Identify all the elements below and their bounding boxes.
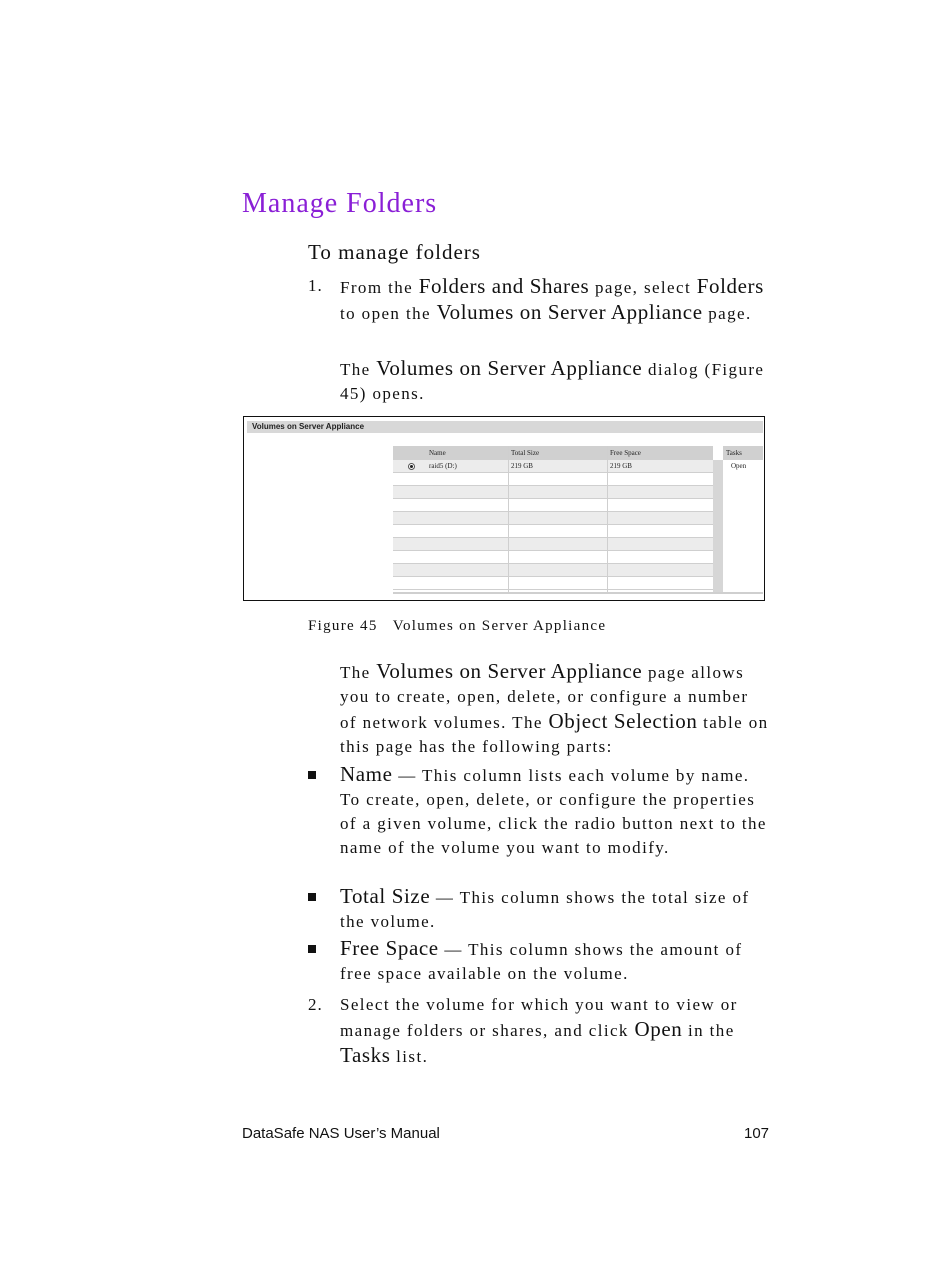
- step-number: 2.: [308, 995, 323, 1014]
- table-row: [393, 499, 713, 512]
- step-number: 1.: [308, 276, 323, 295]
- bullet-marker: [308, 771, 316, 779]
- step-2-text: Select the volume for which you want to view or manage folders or shares, and click Open in the Tasks list.: [340, 995, 738, 1067]
- volume-free-space: 219 GB: [610, 462, 632, 470]
- table-row: [393, 551, 713, 564]
- step-1-result: The Volumes on Server Appliance dialog (Figure 45) opens.: [340, 356, 765, 403]
- caption-text: Volumes on Server Appliance: [392, 618, 607, 634]
- radio-button[interactable]: [408, 463, 415, 470]
- table-row: [393, 512, 713, 525]
- bullet-item-free-space: Free Space — This column shows the amount of free space available on the volume.: [340, 936, 743, 983]
- column-header-total-size: Total Size: [511, 449, 540, 457]
- caption-number: Figure 45: [308, 618, 378, 634]
- column-divider: [508, 446, 509, 592]
- volume-name: raid5 (D:): [429, 462, 457, 470]
- table-row: [393, 577, 713, 590]
- table-row: [393, 486, 713, 499]
- bullet-marker: [308, 893, 316, 901]
- description-paragraph: The Volumes on Server Appliance page allows you to create, open, delete, or configure a number of network volumes. The Object Selection table on this page has the following parts:: [340, 659, 769, 756]
- radio-dot: [410, 465, 413, 468]
- section-title: Manage Folders: [242, 188, 438, 219]
- column-divider: [607, 446, 608, 592]
- table-bottom-border: [393, 592, 763, 594]
- bullet-item-total-size: Total Size — This column shows the total size of the volume.: [340, 884, 750, 931]
- step-1-text: From the Folders and Shares page, select Folders to open the Volumes on Server Appliance page.: [340, 274, 764, 324]
- column-header-name: Name: [429, 449, 446, 457]
- tasks-header-label: Tasks: [726, 449, 742, 457]
- table-row: [393, 473, 713, 486]
- procedure-title: To manage folders: [308, 240, 481, 264]
- column-header-free-space: Free Space: [610, 449, 641, 457]
- figure-caption: [308, 618, 606, 635]
- bullet-item-name: Name — This column lists each volume by name. To create, open, delete, or configure the properties of a given volume, click the radio button next to the name of the volume you want to modify.: [340, 762, 767, 857]
- volume-total-size: 219 GB: [511, 462, 533, 470]
- footer-manual-title: DataSafe NAS User’s Manual: [242, 1125, 440, 1142]
- footer-page-number: 107: [744, 1125, 770, 1142]
- table-row: [393, 525, 713, 538]
- table-row: [393, 538, 713, 551]
- window-title: Volumes on Server Appliance: [247, 421, 763, 433]
- table-scrollbar[interactable]: [713, 460, 723, 592]
- bullet-marker: [308, 945, 316, 953]
- table-row: [393, 564, 713, 577]
- open-task-link[interactable]: Open: [731, 462, 747, 470]
